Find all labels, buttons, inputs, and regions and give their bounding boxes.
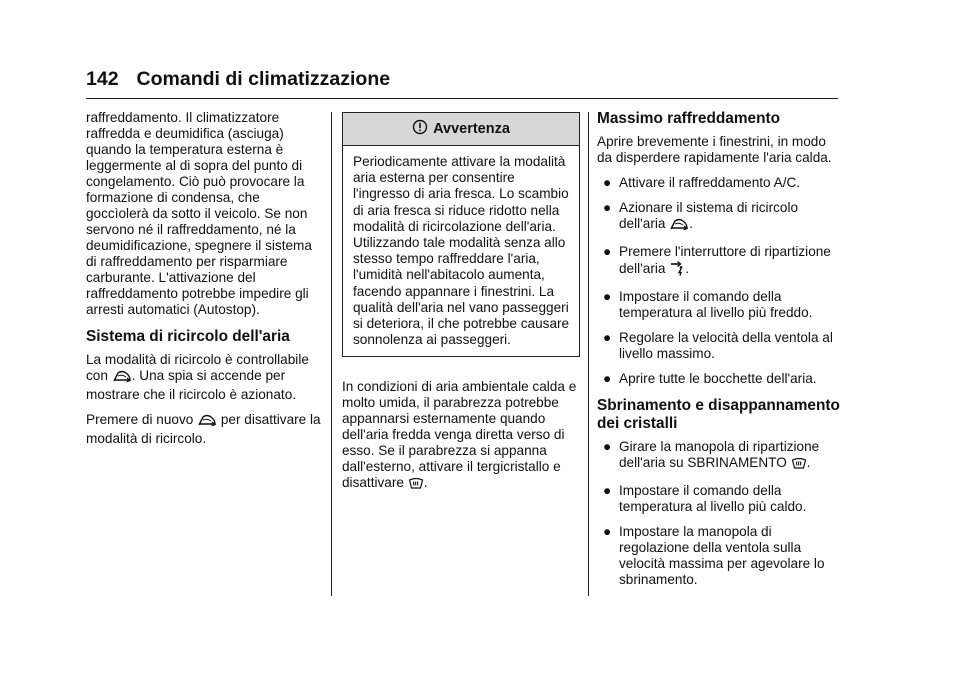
recirculation-icon bbox=[669, 218, 689, 235]
bullet-marker: ● bbox=[603, 244, 612, 259]
text-run: Impostare il comando della temperatura al livello più caldo. bbox=[619, 483, 807, 514]
text-run: Premere di nuovo bbox=[86, 412, 198, 427]
bullet-marker: ● bbox=[603, 524, 612, 539]
bullet-marker: ● bbox=[603, 330, 612, 345]
text-run: per disattivare la modalità di ricircolo. bbox=[86, 412, 321, 446]
bullet-marker: ● bbox=[603, 483, 612, 498]
section-heading-defrost: Sbrinamento e disappannamento dei cristalli bbox=[597, 397, 840, 432]
text-run: Impostare il comando della temperatura al livello più freddo. bbox=[619, 289, 813, 320]
list-item bbox=[597, 175, 841, 191]
text-run: Attivare il raffreddamento A/C. bbox=[619, 175, 801, 190]
list-item bbox=[597, 371, 841, 387]
bullet-list-max-cooling bbox=[597, 175, 841, 387]
text-run: . Una spia si accende per mostrare che il ricircolo è azionato. bbox=[86, 368, 297, 402]
column-divider-1 bbox=[331, 112, 332, 596]
list-item bbox=[597, 524, 841, 588]
list-item bbox=[597, 483, 841, 515]
recirculation-icon bbox=[197, 414, 217, 431]
bullet-list-defrost bbox=[597, 439, 841, 588]
warning-icon bbox=[412, 119, 433, 139]
warning-box bbox=[342, 112, 580, 357]
warning-title: Avvertenza bbox=[433, 121, 510, 137]
bullet-marker: ● bbox=[603, 371, 612, 386]
text-run: Aprire tutte le bocchette dell'aria. bbox=[619, 371, 817, 386]
text-run: Regolare la velocità della ventola al livello massimo. bbox=[619, 330, 833, 361]
warning-text: Periodicamente attivare la modalità aria esterna per consentire l'ingresso di aria fresca. Lo scambio di aria fresca si riduce ridotto nella modalità di ricircolazione dell'aria. Utilizzando tale modalità senza allo stesso tempo raffreddare l'aria, l'umidità nell'abitacolo aumenta, facendo appannare i finestrini. La qualità dell'aria nel vano passeggeri si deteriora, il che potrebbe causare sonnolenza ai passeggeri. bbox=[353, 154, 570, 348]
page-header bbox=[86, 68, 390, 91]
paragraph: raffreddamento. Il climatizzatore raffredda e deumidifica (asciuga) quando la temperatura esterna è leggermente al di sopra del punto di congelamento. Ciò può provocare la formazione di condensa, che goccìolerà da sotto il veicolo. Se non servono né il raffreddamento, né la deumidificazione, spegnere il sistema di raffreddamento per risparmiare carburante. L'attivazione del raffreddamento potrebbe impedire gli arresti automatici (Autostop). bbox=[86, 110, 312, 317]
paragraph bbox=[86, 412, 322, 447]
recirculation-icon bbox=[112, 370, 132, 387]
header-rule bbox=[86, 98, 838, 99]
text-run: . bbox=[806, 455, 811, 470]
list-item bbox=[597, 330, 841, 362]
paragraph: Aprire brevemente i finestrini, in modo da disperdere rapidamente l'aria calda. bbox=[597, 134, 832, 165]
list-item bbox=[597, 200, 841, 235]
paragraph bbox=[86, 352, 322, 403]
page-title: Comandi di climatizzazione bbox=[136, 68, 391, 90]
text-run: In condizioni di aria ambientale calda e molto umida, il parabrezza potrebbe appannarsi esternamente quando dell'aria fredda venga diretta verso di esso. Se il parabrezza si appanna dall'esterno, attivare il tergicristallo e disattivare bbox=[342, 379, 577, 491]
column-divider-2 bbox=[588, 112, 589, 596]
column-1 bbox=[86, 110, 322, 456]
windshield-defrost-icon bbox=[408, 476, 424, 494]
text-run: . bbox=[685, 261, 689, 276]
column-3 bbox=[597, 110, 841, 597]
text-run: . bbox=[423, 475, 428, 491]
text-run: Girare la manopola di ripartizione dell'aria su SBRINAMENTO bbox=[619, 439, 820, 470]
page-number: 142 bbox=[86, 68, 119, 90]
list-item bbox=[597, 289, 841, 321]
section-heading-recirculation: Sistema di ricircolo dell'aria bbox=[86, 328, 290, 345]
windshield-defrost-icon bbox=[791, 456, 807, 474]
text-run: La modalità di ricircolo è controllabile con bbox=[86, 352, 309, 383]
bullet-marker: ● bbox=[603, 200, 612, 215]
column-2 bbox=[342, 110, 580, 503]
vent-mode-icon bbox=[669, 260, 685, 280]
text-run: Azionare il sistema di ricircolo dell'aria bbox=[619, 200, 799, 231]
warning-header bbox=[343, 113, 579, 146]
text-run: . bbox=[689, 216, 693, 231]
paragraph bbox=[342, 379, 580, 494]
bullet-marker: ● bbox=[603, 175, 612, 190]
list-item bbox=[597, 244, 841, 280]
bullet-marker: ● bbox=[603, 289, 612, 304]
text-run: Impostare la manopola di regolazione della ventola sulla velocità massima per agevolare lo sbrinamento. bbox=[619, 524, 825, 587]
bullet-marker: ● bbox=[603, 439, 612, 454]
text-run: Premere l'interruttore di ripartizione dell'aria bbox=[619, 244, 831, 276]
section-heading-max-cooling: Massimo raffreddamento bbox=[597, 110, 781, 127]
list-item bbox=[597, 439, 841, 474]
